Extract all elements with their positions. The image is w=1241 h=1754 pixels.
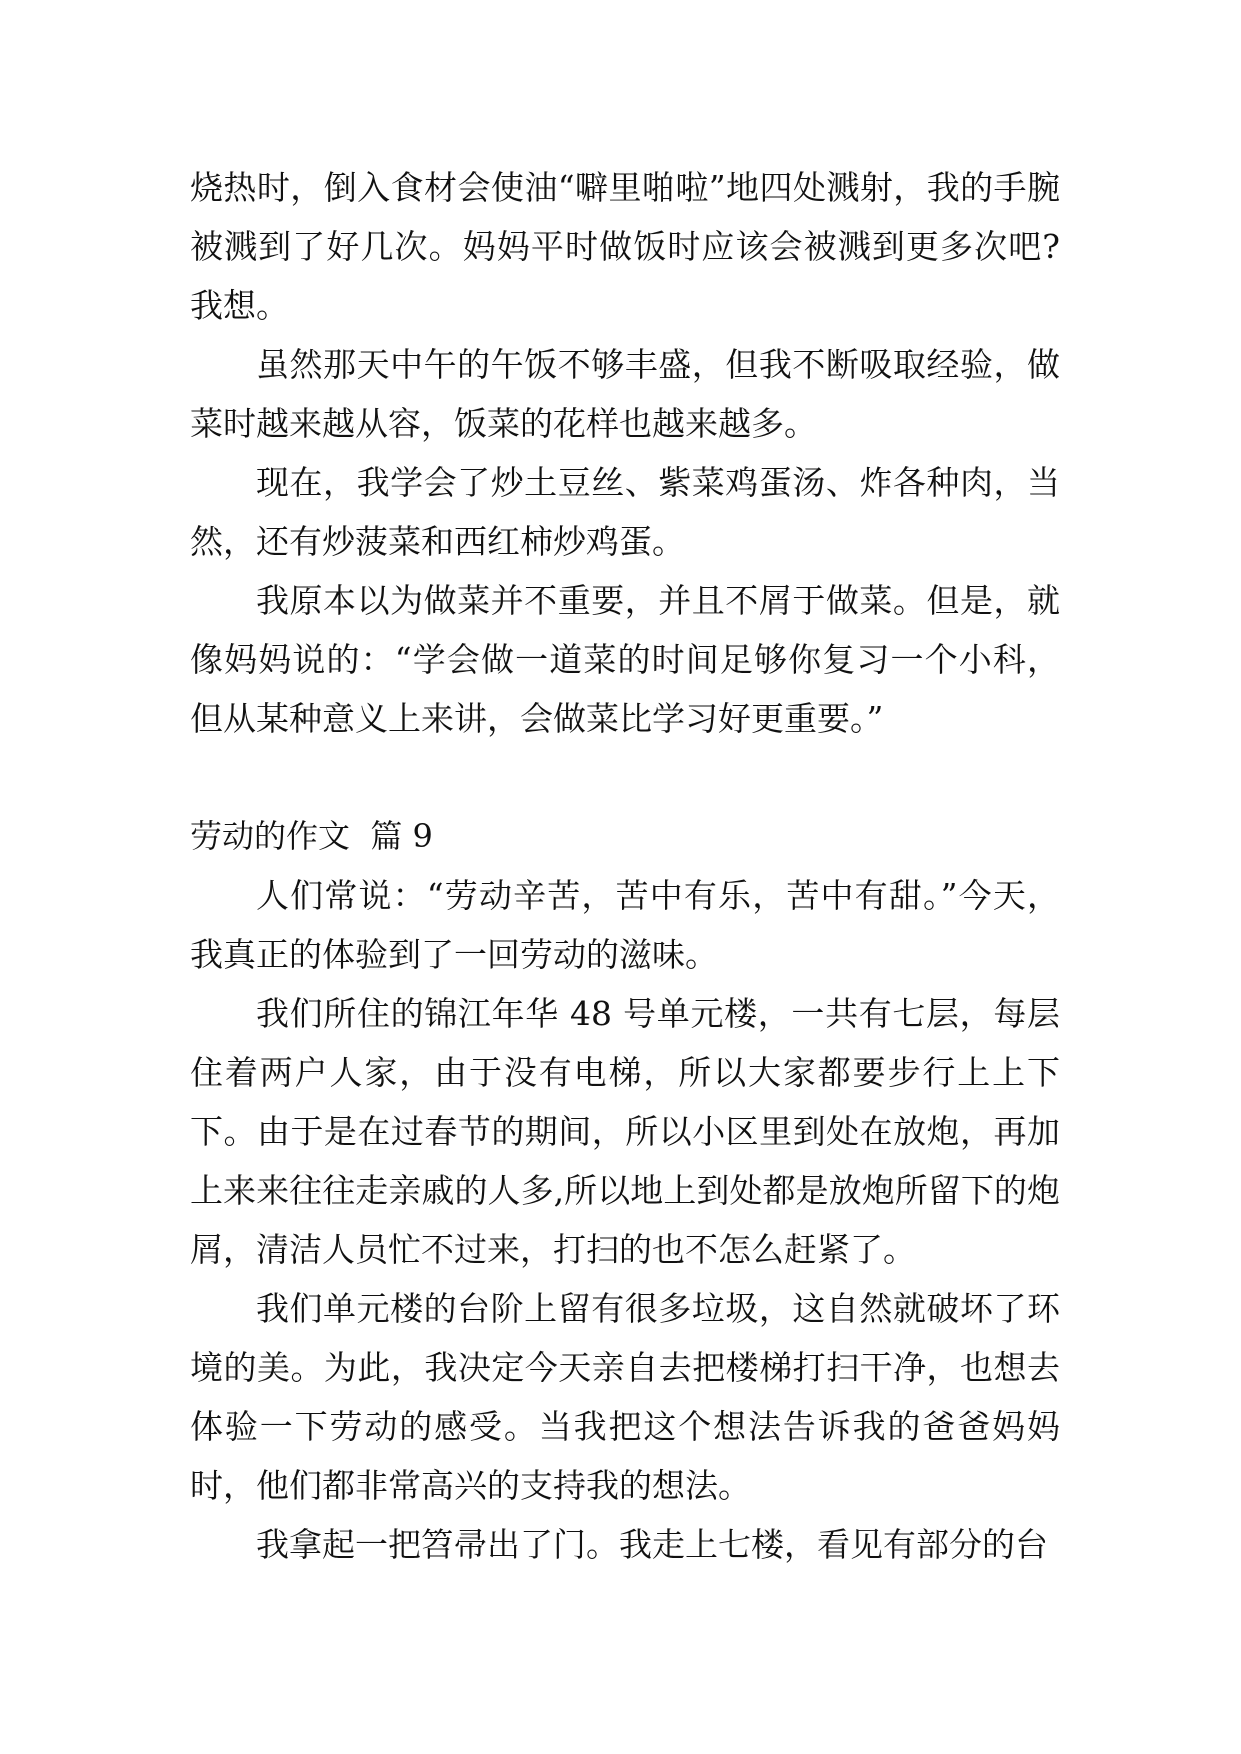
paragraph: 虽然那天中午的午饭不够丰盛，但我不断吸取经验，做菜时越来越从容，饭菜的花样也越来越多。: [190, 345, 1060, 443]
paragraph: 我原本以为做菜并不重要，并且不屑于做菜。但是，就像妈妈说的：“学会做一道菜的时间足够你复习一个小科，但从某种意义上来讲，会做菜比学习好更重要。”: [190, 581, 1060, 738]
document-body: [190, 158, 1060, 1574]
paragraph: 我们所住的锦江年华 48 号单元楼，一共有七层，每层住着两户人家，由于没有电梯，所以大家都要步行上上下下。由于是在过春节的期间，所以小区里到处在放炮，再加上来来往往走亲戚的人多,所以地上到处都是放炮所留下的炮屑，清洁人员忙不过来，打扫的也不怎么赶紧了。: [190, 994, 1060, 1269]
paragraph: 我拿起一把笤帚出了门。我走上七楼，看见有部分的台: [256, 1525, 1048, 1564]
section-heading: 劳动的作文 篇 9: [190, 817, 433, 855]
paragraph: 人们常说：“劳动辛苦，苦中有乐，苦中有甜。”今天，我真正的体验到了一回劳动的滋味。: [190, 876, 1060, 974]
paragraph: 现在，我学会了炒土豆丝、紫菜鸡蛋汤、炸各种肉，当然，还有炒菠菜和西红柿炒鸡蛋。: [190, 463, 1060, 561]
paragraph: 烧热时，倒入食材会使油“噼里啪啦”地四处溅射，我的手腕被溅到了好几次。妈妈平时做饭时应该会被溅到更多次吧?我想。: [190, 168, 1060, 325]
paragraph: 我们单元楼的台阶上留有很多垃圾，这自然就破坏了环境的美。为此，我决定今天亲自去把楼梯打扫干净，也想去体验一下劳动的感受。当我把这个想法告诉我的爸爸妈妈时，他们都非常高兴的支持我的想法。: [190, 1289, 1060, 1505]
